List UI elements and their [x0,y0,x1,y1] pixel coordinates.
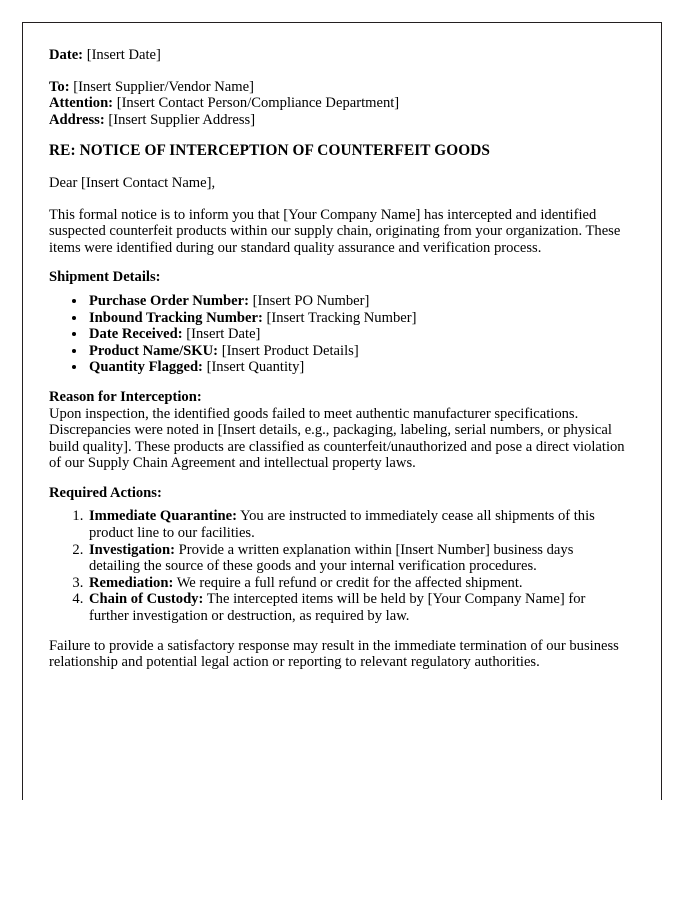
spacer [49,160,627,175]
spacer [49,64,627,79]
spacer [49,625,627,638]
shipment-details-heading: Shipment Details: [49,269,161,286]
action-item-label: Remediation: [89,574,174,591]
salutation: Dear [Insert Contact Name], [49,174,216,191]
spacer [49,376,627,389]
spacer [49,192,627,207]
spacer [49,128,627,143]
list-item [87,293,627,310]
shipment-item-value: [Insert Quantity] [206,359,305,376]
list-item [87,343,627,360]
recipient-address-label: Address: [49,111,105,128]
shipment-item-label: Inbound Tracking Number: [89,309,263,326]
action-item-label: Investigation: [89,541,175,558]
list-item [87,326,627,343]
shipment-details-list [49,293,627,376]
document-body [49,47,627,671]
reason-body: Upon inspection, the identified goods failed to meet authentic manufacturer specifications. Discrepancies were noted in [Insert details, e.g., packaging, labeling, serial numbers, or physical build quality]. These products are classified as counterfeit/unauthorized and pose a direct violation of our Supply Chain Agreement and intellectual property laws. [49,405,625,472]
spacer [49,256,627,269]
date-value: [Insert Date] [86,47,161,63]
closing-paragraph: Failure to provide a satisfactory response may result in the immediate termination of our business relationship and potential legal action or reporting to relevant regulatory authorities. [49,637,619,671]
recipient-address-value: [Insert Supplier Address] [108,111,256,128]
action-item-label: Immediate Quarantine: [89,508,237,525]
required-actions-list [49,508,627,624]
shipment-item-label: Product Name/SKU: [89,342,219,359]
shipment-item-value: [Insert Product Details] [221,342,359,359]
shipment-item-label: Purchase Order Number: [89,292,249,309]
shipment-item-value: [Insert Tracking Number] [266,309,417,326]
recipient-attention-value: [Insert Contact Person/Compliance Department] [116,95,400,112]
list-item [87,542,627,575]
action-item-value: The intercepted items will be held by [Your Company Name] for further investigation or destruction, as required by law. [89,591,586,625]
required-actions-heading: Required Actions: [49,484,162,501]
shipment-item-value: [Insert Date] [186,326,261,343]
list-item [87,359,627,376]
subject-heading: RE: NOTICE OF INTERCEPTION OF COUNTERFEIT GOODS [49,142,491,160]
action-item-value: You are instructed to immediately cease all shipments of this product line to our facilities. [89,508,595,542]
shipment-item-label: Date Received: [89,326,183,343]
recipient-attention [49,95,627,112]
document-page [22,22,662,800]
recipient-to-value: [Insert Supplier/Vendor Name] [73,78,254,95]
shipment-item-value: [Insert PO Number] [252,292,370,309]
recipient-block [49,79,627,129]
action-item-value: We require a full refund or credit for the affected shipment. [176,574,523,591]
list-item [87,508,627,541]
intro-paragraph: This formal notice is to inform you that [Your Company Name] has intercepted and identified suspected counterfeit products within our supply chain, originating from your organization. These items were identified during our standard quality assurance and verification process. [49,206,621,256]
recipient-to-label: To: [49,78,70,95]
spacer [49,286,627,293]
shipment-item-label: Quantity Flagged: [89,359,203,376]
list-item [87,310,627,327]
spacer [49,472,627,485]
reason-heading: Reason for Interception: [49,388,202,405]
list-item [87,591,627,624]
action-item-value: Provide a written explanation within [Insert Number] business days detailing the source of these goods and your internal verification procedures. [89,541,574,575]
list-item [87,575,627,592]
spacer [49,501,627,508]
recipient-to [49,79,627,96]
date-line [49,47,627,64]
date-label: Date: [49,47,84,63]
recipient-address [49,112,627,129]
action-item-label: Chain of Custody: [89,591,204,608]
recipient-attention-label: Attention: [49,95,114,112]
